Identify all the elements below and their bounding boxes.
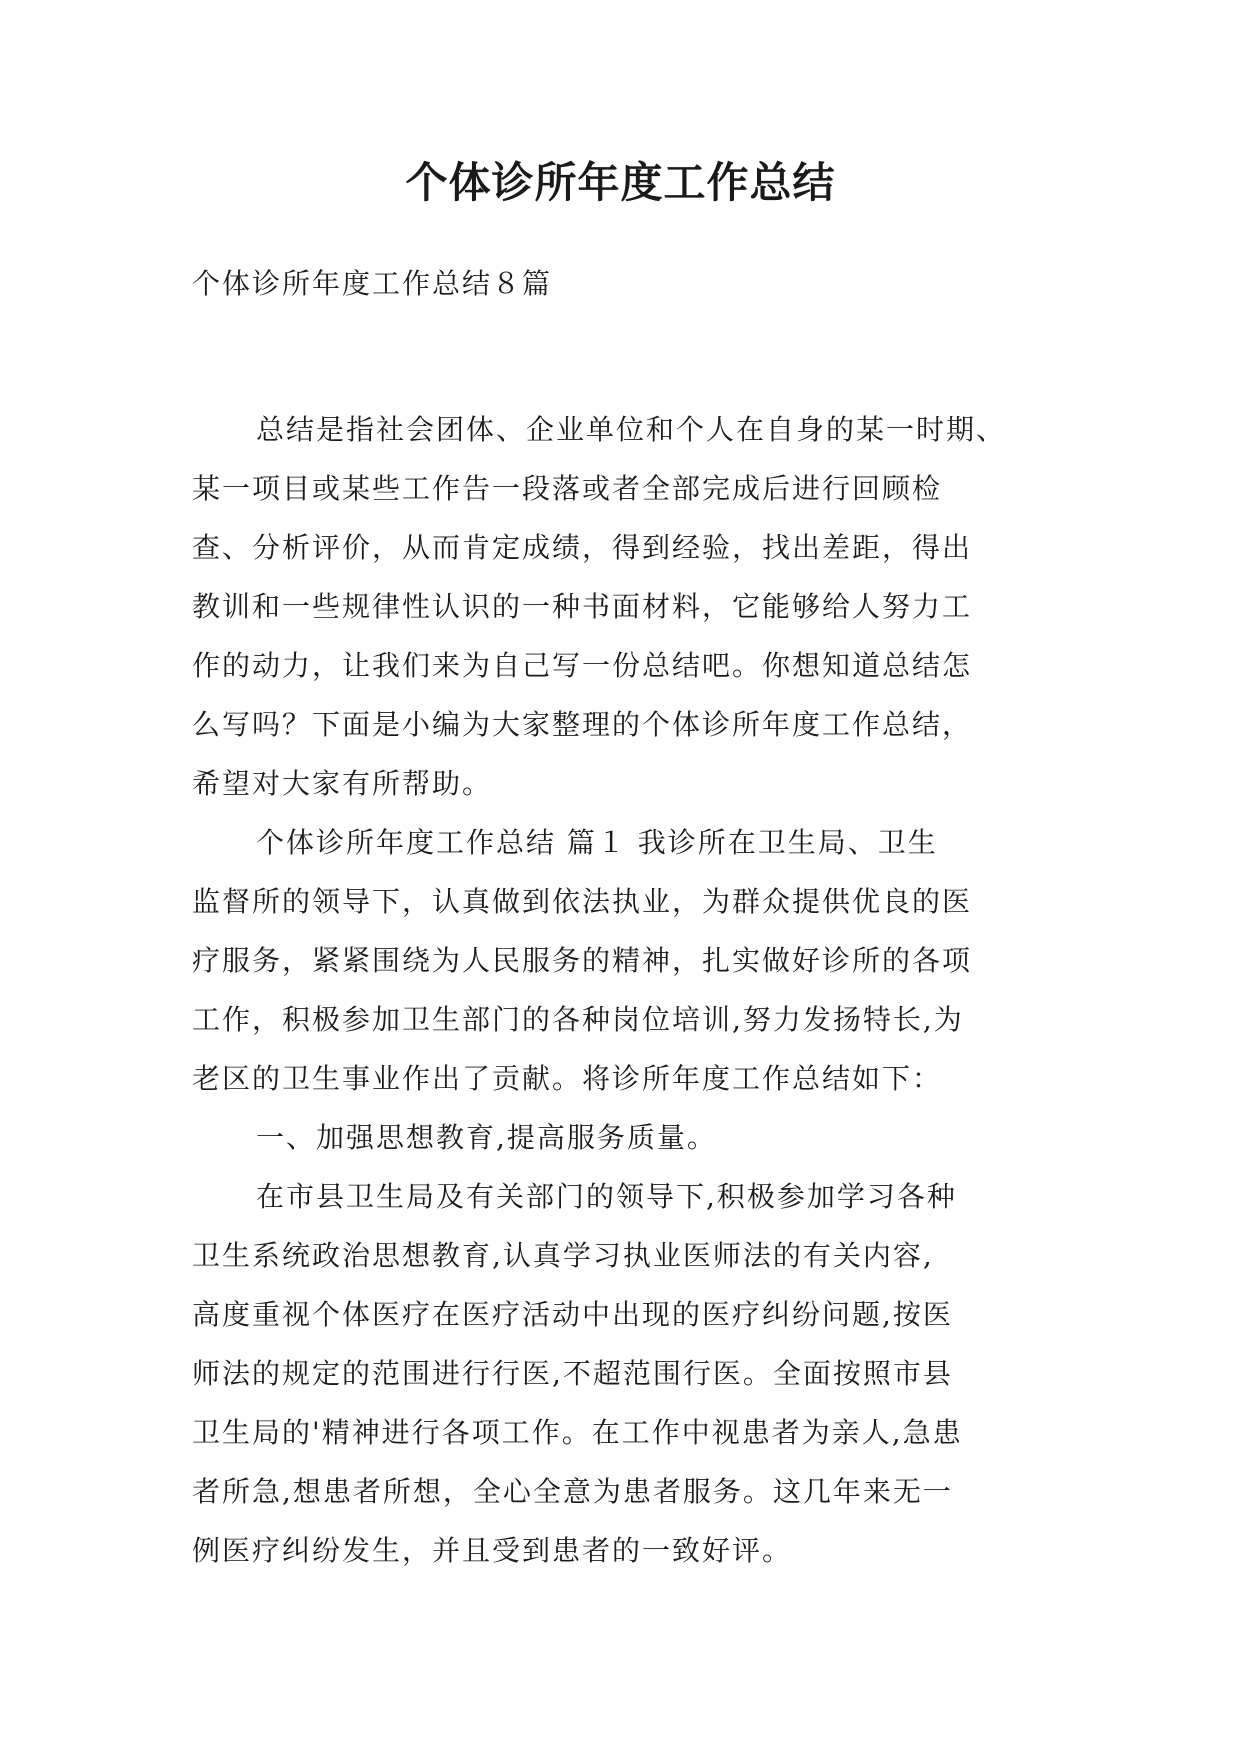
text-line: 监督所的领导下，认真做到依法执业，为群众提供优良的医 [192, 885, 973, 918]
text-line: 师法的规定的范围进行行医,不超范围行医。全面按照市县 [192, 1357, 953, 1390]
text-line: 工作，积极参加卫生部门的各种岗位培训,努力发扬特长,为 [192, 1003, 964, 1036]
document-title: 个体诊所年度工作总结 [405, 158, 836, 207]
text-line: 例医疗纠纷发生，并且受到患者的一致好评。 [192, 1534, 793, 1567]
text-line: 卫生系统政治思想教育,认真学习执业医师法的有关内容, [192, 1239, 934, 1272]
document-body [192, 400, 1048, 1580]
text-line: 老区的卫生事业作出了贡献。将诊所年度工作总结如下： [192, 1062, 943, 1095]
text-line: 总结是指社会团体、企业单位和个人在自身的某一时期、 [256, 413, 1007, 446]
text-line: 教训和一些规律性认识的一种书面材料，它能够给人努力工 [192, 590, 973, 623]
document-subtitle: 个体诊所年度工作总结８篇 [192, 267, 553, 300]
text-line: 么写吗？下面是小编为大家整理的个体诊所年度工作总结， [192, 708, 973, 741]
text-line: 疗服务，紧紧围绕为人民服务的精神，扎实做好诊所的各项 [192, 944, 973, 977]
text-line: 查、分析评价，从而肯定成绩，得到经验，找出差距，得出 [192, 531, 973, 564]
text-line: 卫生局的'精神进行各项工作。在工作中视患者为亲人,急患 [192, 1416, 963, 1449]
text-line: 个体诊所年度工作总结 篇１ 我诊所在卫生局、卫生 [256, 826, 938, 859]
text-line: 高度重视个体医疗在医疗活动中出现的医疗纠纷问题,按医 [192, 1298, 953, 1331]
text-line: 在市县卫生局及有关部门的领导下,积极参加学习各种 [256, 1180, 957, 1213]
text-line: 希望对大家有所帮助。 [192, 767, 493, 800]
section-heading: 一、加强思想教育,提高服务质量。 [256, 1121, 717, 1154]
text-line: 作的动力，让我们来为自己写一份总结吧。你想知道总结怎 [192, 649, 973, 682]
text-line: 某一项目或某些工作告一段落或者全部完成后进行回顾检 [192, 472, 943, 505]
text-line: 者所急,想患者所想，全心全意为患者服务。这几年来无一 [192, 1475, 953, 1508]
